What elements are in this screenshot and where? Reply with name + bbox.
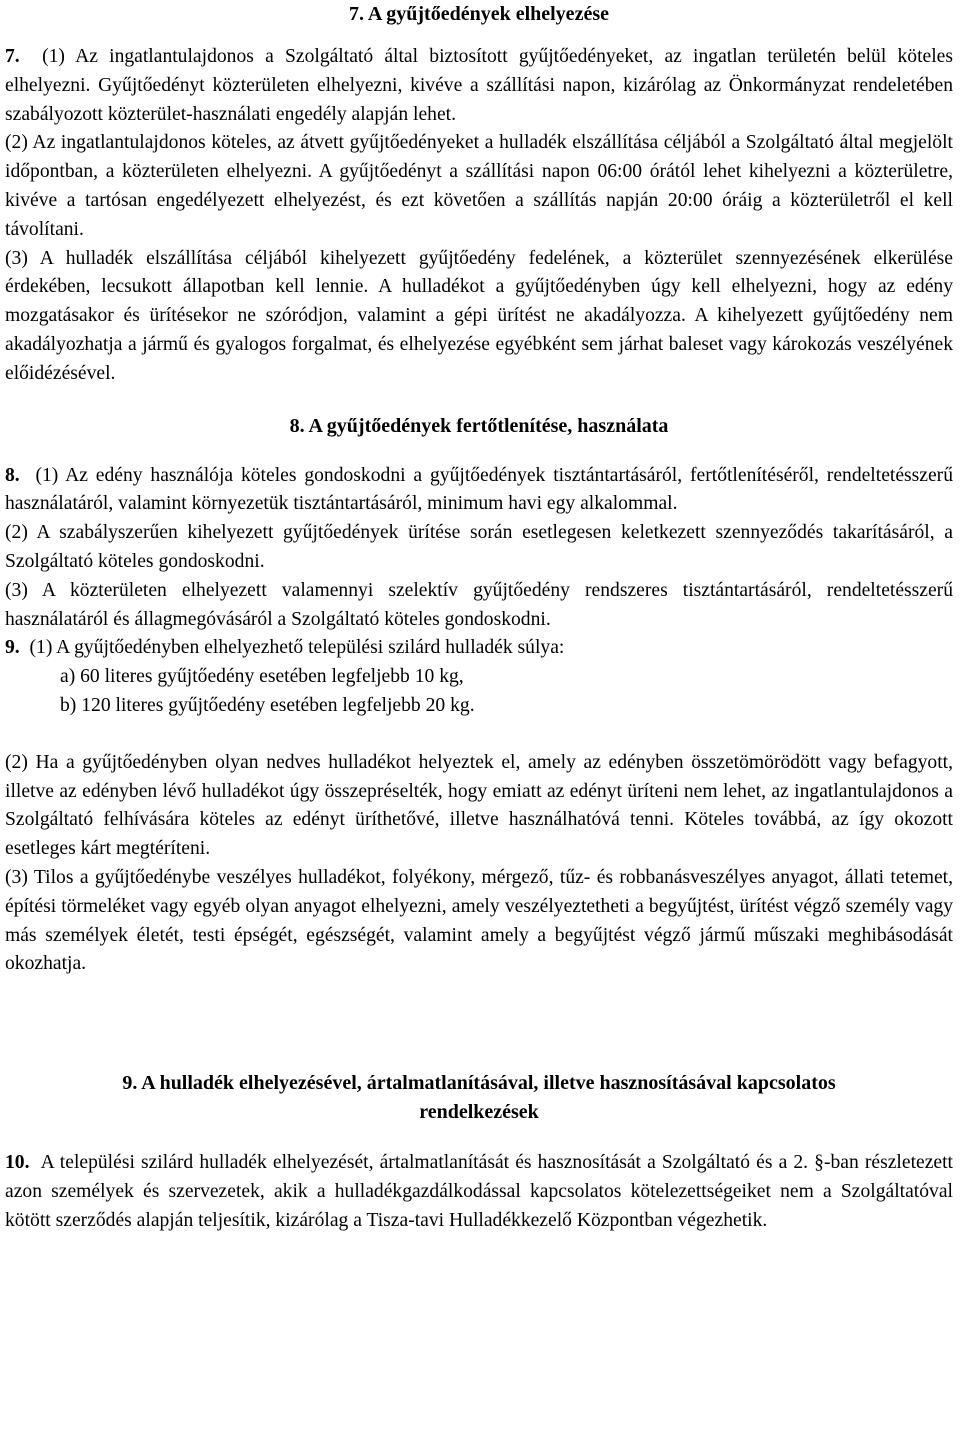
section-7-heading: 7. A gyűjtőedények elhelyezése <box>349 3 609 25</box>
paragraph-8-3: (3) A közterületen elhelyezett valamennyi szelektív gyűjtőedény rendszeres tisztántartásáról, rendeltetésszerű használatáról és állagmegóvásáról a Szolgáltató köteles gondoskodni. <box>5 579 953 630</box>
list-item: b) 120 literes gyűjtőedény esetében legfeljebb 20 kg. <box>60 694 475 716</box>
paragraph-10 <box>5 1149 953 1235</box>
paragraph-text: A települési szilárd hulladék elhelyezését, ártalmatlanítását és hasznosítását a Szolgáltató és a 2. §-ban részletezett azon személyek és szervezetek, akik a hulladékgazdálkodással kapcsolatos kötelezettségeiket nem a Szolgáltatóval kötött szerződés alapján teljesítik, kizárólag a Tisza-tavi Hulladékkezelő Központban végezhetik. <box>5 1152 953 1231</box>
paragraph-number: 9. <box>5 637 20 659</box>
section-8-heading: 8. A gyűjtőedények fertőtlenítése, használata <box>289 414 669 437</box>
section-9-heading <box>5 1069 953 1127</box>
paragraph-text: (1) Az edény használója köteles gondoskodni a gyűjtőedények tisztántartásáról, fertőtlenítéséről, rendeltetésszerű használatáról, valamint környezetük tisztántartásáról, minimum havi egy alkalommal. <box>5 464 953 515</box>
paragraph-9-2: (2) Ha a gyűjtőedényben olyan nedves hulladékot helyeztek el, amely az edényben összetömörödött vagy befagyott, illetve az edényben lévő hulladékot úgy összepréselték, hogy emiatt az edényt üríteni nem lehet, az ingatlantulajdonos a Szolgáltató felhívására köteles az edényt üríthetővé, illetve használhatóvá tenni. Köteles továbbá, az így okozott esetleges kárt megtéríteni. <box>5 751 953 860</box>
paragraph-9-1 <box>5 634 953 663</box>
spacer <box>5 979 953 1069</box>
paragraph-9-3: (3) Tilos a gyűjtőedénybe veszélyes hulladékot, folyékony, mérgező, tűz- és robbanásveszélyes anyagot, állati tetemet, építési törmeléket vagy egyéb olyan anyagot elhelyezni, amely veszélyeztetheti a begyűjtést, ürítést végző személy vagy más személyek életét, testi épségét, egészségét, valamint amely a begyűjtést végző jármű műszaki meghibásodását okozhatja. <box>5 866 953 975</box>
spacer <box>5 721 953 749</box>
paragraph-8-1 <box>5 462 953 520</box>
paragraph-7-1 <box>5 43 953 129</box>
paragraph-number: 7. <box>5 46 20 67</box>
paragraph-7-3: (3) A hulladék elszállítása céljából kihelyezett gyűjtőedény fedelének, a közterület szennyezésének elkerülése érdekében, lecsukott állapotban kell lennie. A hulladékot a gyűjtőedényben úgy kell elhelyezni, hogy az edény mozgatásakor és ürítésekor ne szóródjon, valamint a gépi ürítést ne akadályozza. A kihelyezett gyűjtőedény nem akadályozhatja a jármű és gyalogos forgalmat, és elhelyezése egyébként sem járhat baleset vagy károkozás veszélyének előidézésével. <box>5 247 953 384</box>
paragraph-text: (1) A gyűjtőedényben elhelyezhető települési szilárd hulladék súlya: <box>24 637 565 659</box>
paragraph-8-2: (2) A szabályszerűen kihelyezett gyűjtőedények ürítése során esetlegesen keletkezett szennyeződés takarításáról, a Szolgáltató köteles gondoskodni. <box>5 522 953 572</box>
list-item: a) 60 literes gyűjtőedény esetében legfeljebb 10 kg, <box>60 666 464 688</box>
paragraph-7-2: (2) Az ingatlantulajdonos köteles, az átvett gyűjtőedényeket a hulladék elszállítása céljából a Szolgáltató által megjelölt időpontban, a közterületen elhelyezni. A gyűjtőedényt a szállítási napon 06:00 órától lehet kihelyezni a közterületre, kivéve a tartósan engedélyezett elhelyezést, és ezt követően a szállítás napján 20:00 óráig a közterületről el kell távolítani. <box>5 132 953 240</box>
weight-limit-list <box>5 663 953 721</box>
paragraph-text: (1) Az ingatlantulajdonos a Szolgáltató által biztosított gyűjtőedényeket, az ingatlan területén belül köteles elhelyezni. Gyűjtőedényt közterületen elhelyezni, kivéve a szállítási napon, kizárólag az Önkormányzat rendeletében szabályozott közterület-használati engedély alapján lehet. <box>5 46 953 125</box>
heading-line: rendelkezések <box>419 1101 539 1124</box>
paragraph-number: 8. <box>5 464 20 486</box>
paragraph-number: 10. <box>5 1152 30 1174</box>
heading-line: 9. A hulladék elhelyezésével, ártalmatlanításával, illetve hasznosításával kapcsolatos <box>122 1072 836 1095</box>
